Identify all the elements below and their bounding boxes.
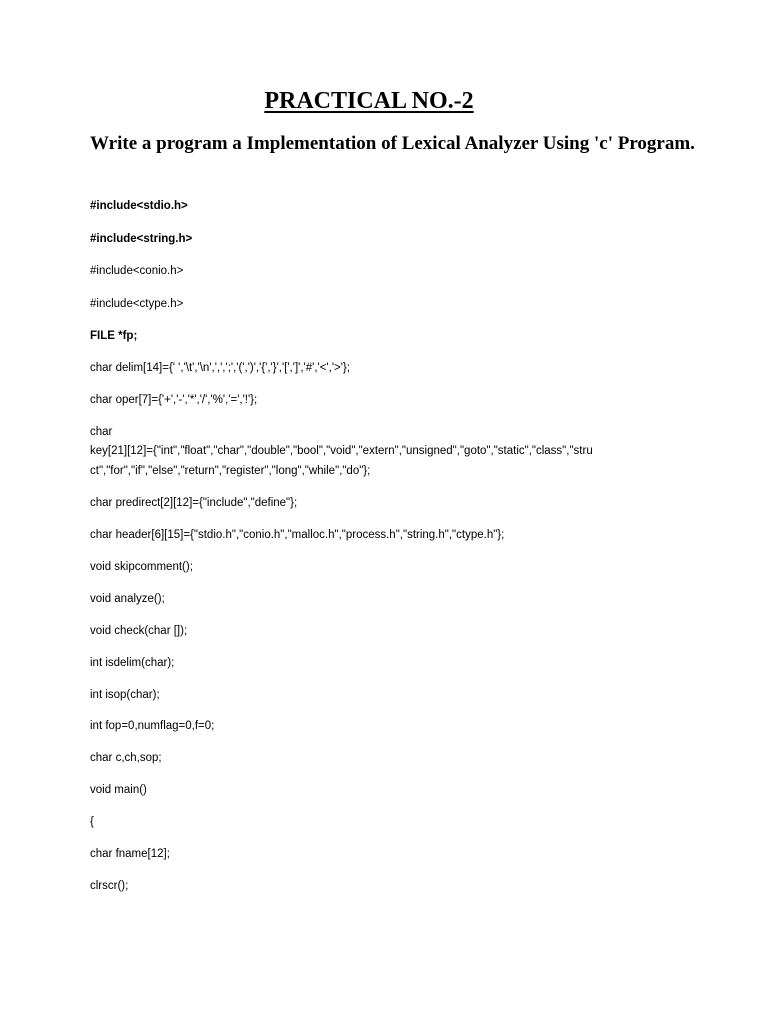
code-line: int isdelim(char);: [90, 657, 175, 669]
code-line: char predirect[2][12]={"include","define"};: [90, 497, 298, 509]
code-line: #include<ctype.h>: [90, 298, 184, 310]
code-line: char oper[7]={'+','-','*','/','%','=','!'};: [90, 394, 258, 406]
code-line: #include<conio.h>: [90, 265, 184, 277]
code-line: void skipcomment();: [90, 561, 193, 573]
code-line: char delim[14]={' ','\t','\n',',',';','(',')','{','}','[',']','#','<','>'};: [90, 362, 350, 374]
code-line: int isop(char);: [90, 689, 160, 701]
code-line: {: [90, 816, 94, 828]
code-line: #include<string.h>: [90, 233, 193, 245]
code-line: ct","for","if","else","return","register","long","while","do"};: [90, 465, 371, 477]
code-line: void check(char []);: [90, 625, 188, 637]
code-line: void main(): [90, 784, 147, 796]
code-line: clrscr();: [90, 880, 129, 892]
code-line: FILE *fp;: [90, 330, 138, 342]
code-line: #include<stdio.h>: [90, 200, 188, 212]
code-line: key[21][12]={"int","float","char","double","bool","void","extern","unsigned","goto","static","class","stru: [90, 445, 593, 457]
code-line: char: [90, 426, 113, 438]
code-line: char fname[12];: [90, 848, 170, 860]
page-title: PRACTICAL NO.-2: [264, 88, 474, 114]
code-line: char c,ch,sop;: [90, 752, 162, 764]
code-line: void analyze();: [90, 593, 165, 605]
code-line: char header[6][15]={"stdio.h","conio.h","malloc.h","process.h","string.h","ctype.h"};: [90, 529, 505, 541]
question-text: Write a program a Implementation of Lexical Analyzer Using 'c' Program.: [90, 133, 695, 154]
code-line: int fop=0,numflag=0,f=0;: [90, 720, 215, 732]
